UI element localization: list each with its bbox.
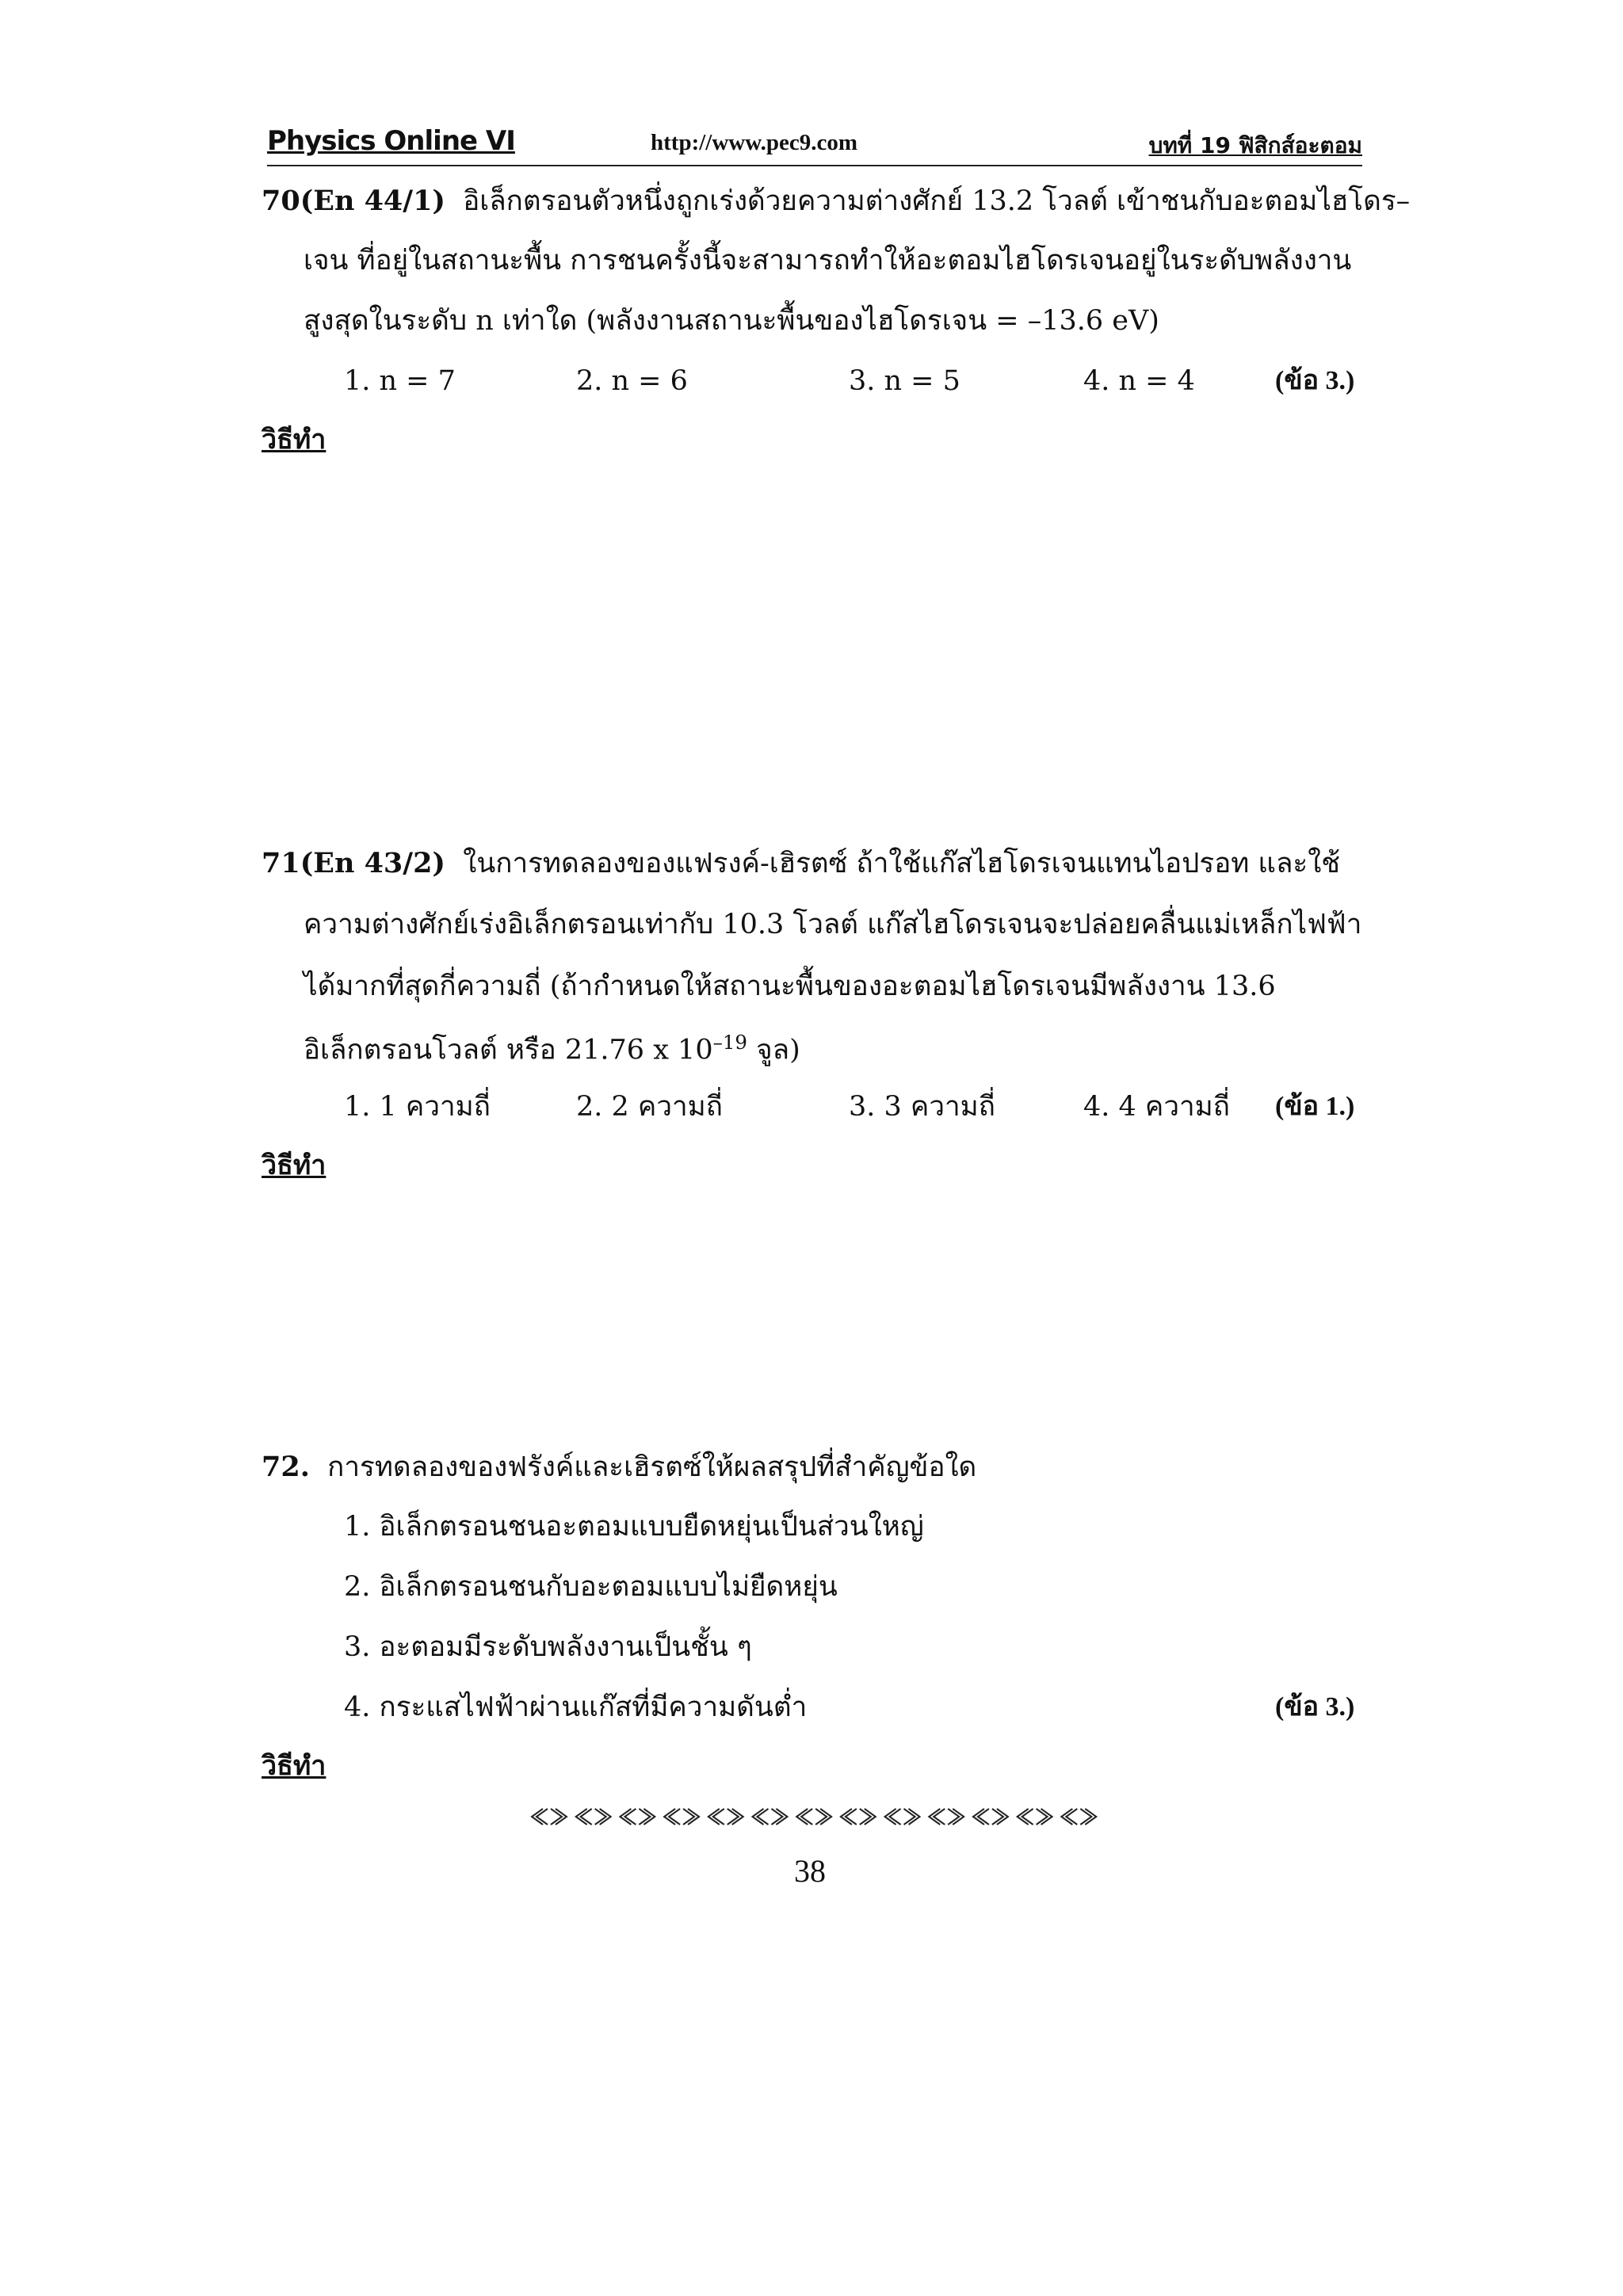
- exponent: –19: [712, 1031, 748, 1054]
- question-70-line-3: สูงสุดในระดับ n เท่าใด (พลังงานสถานะพื้นของไฮโดรเจน = –13.6 eV): [304, 305, 1159, 337]
- option-4: 4. n = 4: [1083, 365, 1195, 397]
- option-4: 4. กระแสไฟฟ้าผ่านแก๊สที่มีความดันต่ำ: [344, 1691, 808, 1723]
- answer-key: (ข้อ 1.): [1275, 1092, 1355, 1121]
- ornament-motif: [708, 1809, 743, 1825]
- answer-key: (ข้อ 3.): [1275, 366, 1355, 395]
- ornament-motif: [1018, 1809, 1052, 1825]
- text: อิเล็กตรอนโวลต์ หรือ 21.76 x 10: [304, 1034, 713, 1066]
- header-series-title: Physics Online VI: [267, 125, 515, 157]
- ornament-motif: [929, 1809, 964, 1825]
- option-4: 4. 4 ความถี่: [1083, 1091, 1230, 1123]
- option-1: 1. n = 7: [344, 365, 456, 397]
- question-number: 71(En 43/2): [262, 847, 445, 879]
- solution-heading: วิธีทำ: [262, 1150, 327, 1181]
- ornament-motif: [841, 1809, 876, 1825]
- ornament-motif: [576, 1809, 611, 1825]
- ornament-motif: [1061, 1809, 1096, 1825]
- page-header: [267, 125, 1362, 166]
- ornament-motif: [973, 1809, 1008, 1825]
- ornament-motif: [752, 1809, 787, 1825]
- option-1: 1. อิเล็กตรอนชนอะตอมแบบยืดหยุ่นเป็นส่วนใหญ่: [344, 1511, 924, 1543]
- option-3: 3. 3 ความถี่: [849, 1091, 995, 1123]
- question-text: ในการทดลองของแฟรงค์-เฮิรตซ์ ถ้าใช้แก๊สไฮโดรเจนแทนไอปรอท และใช้: [463, 848, 1341, 879]
- question-number: 70(En 44/1): [262, 185, 445, 217]
- question-70-line-1: [262, 187, 1410, 215]
- ornament-motif: [664, 1809, 699, 1825]
- text: จูล): [747, 1034, 800, 1066]
- ornament-motif: [532, 1809, 567, 1825]
- page-number: 38: [794, 1853, 826, 1889]
- footer-ornament: [525, 1805, 1099, 1829]
- solution-heading: วิธีทำ: [262, 424, 327, 456]
- question-70-line-2: เจน ที่อยู่ในสถานะพื้น การชนครั้งนี้จะสามารถทำให้อะตอมไฮโดรเจนอยู่ในระดับพลังงาน: [304, 245, 1352, 277]
- ornament-motif: [620, 1809, 655, 1825]
- question-text: อิเล็กตรอนตัวหนึ่งถูกเร่งด้วยความต่างศักย์ 13.2 โวลต์ เข้าชนกับอะตอมไฮโดร–: [463, 185, 1411, 217]
- question-71-line-3: ได้มากที่สุดกี่ความถี่ (ถ้ากำหนดให้สถานะพื้นของอะตอมไฮโดรเจนมีพลังงาน 13.6: [304, 971, 1276, 1002]
- option-2: 2. n = 6: [576, 365, 688, 397]
- ornament-motif: [885, 1809, 920, 1825]
- question-text: การทดลองของฟรังค์และเฮิรตซ์ให้ผลสรุปที่สำคัญข้อใด: [327, 1451, 977, 1483]
- ornament-motif: [796, 1809, 831, 1825]
- question-71-line-4: [304, 1033, 800, 1065]
- option-3: 3. n = 5: [849, 365, 960, 397]
- option-1: 1. 1 ความถี่: [344, 1091, 491, 1123]
- solution-heading: วิธีทำ: [262, 1750, 327, 1782]
- question-71-line-2: ความต่างศักย์เร่งอิเล็กตรอนเท่ากับ 10.3 โวลต์ แก๊สไฮโดรเจนจะปล่อยคลื่นแม่เหล็กไฟฟ้า: [304, 909, 1362, 940]
- option-2: 2. 2 ความถี่: [576, 1091, 723, 1123]
- option-3: 3. อะตอมมีระดับพลังงานเป็นชั้น ๆ: [344, 1631, 752, 1663]
- option-2: 2. อิเล็กตรอนชนกับอะตอมแบบไม่ยืดหยุ่น: [344, 1571, 838, 1603]
- question-71-line-1: [262, 849, 1340, 878]
- header-url: http://www.pec9.com: [651, 130, 857, 155]
- question-number: 72.: [262, 1451, 310, 1483]
- answer-key: (ข้อ 3.): [1275, 1692, 1355, 1722]
- header-chapter: บทที่ 19 ฟิสิกส์อะตอม: [1148, 132, 1362, 158]
- question-72-line-1: [262, 1453, 976, 1482]
